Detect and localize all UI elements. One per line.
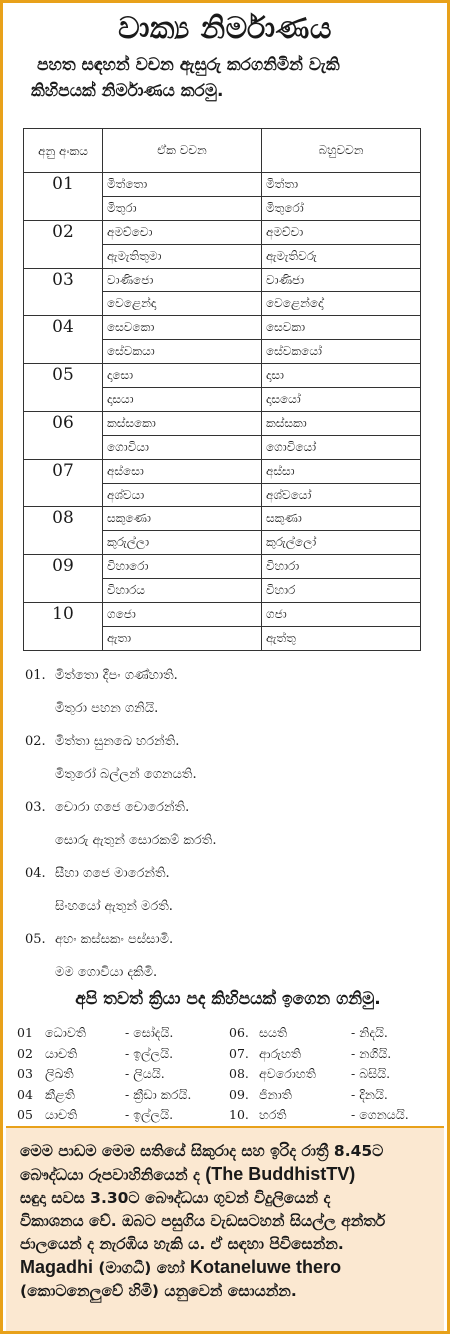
verb-row	[17, 1064, 442, 1085]
plural-word: කස්සකා	[262, 411, 421, 435]
singular-word: වාණිජො	[103, 268, 262, 292]
plural-word: මිත්තා	[262, 173, 421, 197]
sentence-sinhala: මම ගොවියා දකිමි.	[55, 965, 158, 980]
verb-meaning: - බසියි.	[351, 1066, 391, 1081]
sentence-number: 02.	[25, 734, 46, 749]
singular-word: විහාරො	[103, 555, 262, 579]
singular-word: සෙවකො	[103, 316, 262, 340]
note-line	[20, 1256, 434, 1280]
plural-word: ගජා	[262, 603, 421, 627]
singular-word: දාසො	[103, 364, 262, 388]
sentence-pali	[25, 725, 435, 758]
singular-word: අමච්චො	[103, 220, 262, 244]
plural-word: වෙළෙන්දෝ	[262, 292, 421, 316]
row-number: 09	[24, 555, 103, 603]
verb-meaning: - ලියයි.	[125, 1066, 165, 1081]
verb-number: 06.	[229, 1025, 249, 1040]
verb-meaning: - සෝදයි.	[125, 1025, 174, 1040]
sentence-pali-text: මිත්තො දීපං ගණ්හාති.	[55, 668, 178, 683]
verb-list	[17, 1023, 442, 1126]
plural-word: ඇමැතිවරු	[262, 244, 421, 268]
table-row	[24, 364, 421, 388]
singular-word: මිත්තො	[103, 173, 262, 197]
table-row	[24, 603, 421, 627]
verb-number: 09.	[229, 1086, 249, 1102]
table-row	[24, 268, 421, 292]
verb-row	[17, 1044, 442, 1065]
verb-entry	[229, 1105, 441, 1126]
verb-meaning: - නගියි.	[351, 1045, 392, 1061]
row-number: 02	[24, 220, 103, 268]
sentence-pali-text: අහං කස්සකං පස්සාමි.	[55, 932, 174, 947]
singular-word: දාසයා	[103, 388, 262, 412]
singular-word: මිතුරා	[103, 196, 262, 220]
singular-word: අස්සො	[103, 459, 262, 483]
verb-entry	[17, 1105, 229, 1126]
note-line: ජාලයෙන් ද නැරඹිය හැකි ය. ඒ සඳහා පිවිසෙන්න.	[20, 1235, 344, 1253]
broadcast-note	[6, 1126, 444, 1331]
verb-word: හරති	[259, 1107, 287, 1122]
verb-entry	[229, 1023, 441, 1044]
sentence-sinhala: මිතුරා පහන ගනියි.	[55, 701, 159, 716]
table-row	[24, 220, 421, 244]
plural-word: ඇත්තු	[262, 626, 421, 650]
row-number: 04	[24, 316, 103, 364]
plural-word: අශ්වයෝ	[262, 483, 421, 507]
sentence-pali	[25, 791, 435, 824]
verb-meaning: - නිදයි.	[351, 1025, 388, 1040]
plural-word: සේවකයෝ	[262, 340, 421, 364]
sentence-pali-text: සීහා ගජෙ මාරෙන්ති.	[55, 866, 170, 881]
note-tv-name: (The BuddhistTV)	[205, 1164, 356, 1184]
verb-row	[17, 1085, 442, 1106]
verb-word: කීළති	[45, 1086, 75, 1102]
verb-number: 04	[17, 1086, 33, 1102]
table-row	[24, 411, 421, 435]
verb-word: ජිනාති	[259, 1086, 292, 1102]
plural-word: සකුණා	[262, 507, 421, 531]
sentence-sinhala: සිංහයෝ ඇතුන් මරති.	[55, 899, 173, 914]
table-row	[24, 173, 421, 197]
sentence-pali	[25, 923, 435, 956]
singular-word: ඇමැතිතුමා	[103, 244, 262, 268]
word-table	[23, 128, 421, 651]
singular-word: සකුණො	[103, 507, 262, 531]
verb-number: 02	[17, 1045, 33, 1061]
verb-entry	[229, 1044, 441, 1065]
verb-word: ලිඛති	[45, 1066, 74, 1081]
note-line: විකාශනය වේ. ඔබට පසුගිය වැඩසටහන් සියල්ල අන්තර්	[20, 1212, 386, 1230]
plural-word: විහාරා	[262, 555, 421, 579]
example-sentences	[25, 659, 435, 989]
verb-entry	[17, 1085, 229, 1106]
sentence-pali-text: මිත්තා සුනඛෙ හරන්ති.	[55, 734, 180, 749]
verb-row	[17, 1105, 442, 1126]
sentence-pali	[25, 659, 435, 692]
header-number: අනු අංකය	[24, 129, 103, 173]
sentence-number: 04.	[25, 866, 46, 881]
verb-word: යාචති	[45, 1045, 78, 1061]
singular-word: විහාරය	[103, 579, 262, 603]
verb-entry	[229, 1064, 441, 1085]
plural-word: අමච්චා	[262, 220, 421, 244]
plural-word: දාසා	[262, 364, 421, 388]
plural-word: විහාර	[262, 579, 421, 603]
plural-word: සෙවකා	[262, 316, 421, 340]
sentence-pali-text: චොරා ගජෙ චොරෙන්ති.	[55, 800, 190, 815]
verb-number: 07.	[229, 1045, 249, 1061]
singular-word: කුරුල්ලා	[103, 531, 262, 555]
verb-meaning: - ක්‍රීඩා කරයි.	[125, 1086, 192, 1102]
row-number: 05	[24, 364, 103, 412]
verb-entry	[17, 1044, 229, 1065]
verb-meaning: - ගෙනයයි.	[351, 1107, 409, 1122]
singular-word: අශ්වයා	[103, 483, 262, 507]
intro-line-2: කිහිපයක් නිර්මාණය කරමු.	[31, 81, 224, 101]
row-number: 08	[24, 507, 103, 555]
verb-number: 08.	[229, 1066, 249, 1081]
note-text: බෞද්ධයා රූපවාහිනියෙන් ද	[20, 1166, 206, 1184]
row-number: 10	[24, 603, 103, 651]
singular-word: කස්සකො	[103, 411, 262, 435]
note-line	[20, 1163, 434, 1187]
table-row	[24, 555, 421, 579]
row-number: 01	[24, 173, 103, 221]
table-row	[24, 507, 421, 531]
verbs-title: අපි තවත් ක්‍රියා පද කිහිපයක් ඉගෙන ගනිමු.	[75, 989, 381, 1009]
note-search-term: Kotaneluwe thero	[190, 1257, 342, 1277]
verb-word: යාචති	[45, 1107, 78, 1122]
singular-word: ඇතා	[103, 626, 262, 650]
singular-word: ගොවියා	[103, 435, 262, 459]
plural-word: වාණිජා	[262, 268, 421, 292]
note-text: (මාගධී) හෝ	[93, 1259, 191, 1277]
table-row	[24, 459, 421, 483]
intro-line-1: පහත සඳහන් වචන ඇසුරු කරගනිමින් වැකි	[37, 55, 340, 75]
plural-word: ගොවියෝ	[262, 435, 421, 459]
note-line: (කොටනෙලුවේ හිමි) යනුවෙන් සොයන්න.	[20, 1282, 297, 1300]
verb-entry	[229, 1085, 441, 1106]
verb-number: 05	[17, 1107, 33, 1122]
verb-word: ආරුහති	[259, 1045, 301, 1061]
sentence-number: 03.	[25, 800, 46, 815]
note-line: මෙම පාඩම මෙම සතියේ සිකුරාද සහ ඉරිද රාත්‍රී 8.45ට	[20, 1142, 384, 1160]
sentence-pali	[25, 857, 435, 890]
plural-word: කුරුල්ලෝ	[262, 531, 421, 555]
singular-word: ගජො	[103, 603, 262, 627]
table-row	[24, 316, 421, 340]
verb-word: සයති	[259, 1025, 288, 1040]
verb-entry	[17, 1064, 229, 1085]
word-table-body	[24, 173, 421, 651]
intro-text	[3, 46, 447, 104]
verb-meaning: - ඉල්ලයි.	[125, 1107, 174, 1122]
row-number: 03	[24, 268, 103, 316]
sentence-number: 05.	[25, 932, 46, 947]
plural-word: දාසයෝ	[262, 388, 421, 412]
row-number: 06	[24, 411, 103, 459]
note-line: සඳුදා සවස 3.30ට බෞද්ධයා ගුවන් විදුලියෙන් ද	[20, 1189, 331, 1207]
verb-number: 10.	[229, 1107, 249, 1122]
page-title: වාක්‍ය නිර්මාණය	[118, 11, 332, 46]
singular-word: වෙළෙන්දා	[103, 292, 262, 316]
plural-word: අස්සා	[262, 459, 421, 483]
header-plural: බහුවචන	[262, 129, 421, 173]
verb-row	[17, 1023, 442, 1044]
sentence-sinhala: සොරු ඇතුන් සොරකම් කරති.	[55, 833, 217, 848]
singular-word: සේවකයා	[103, 340, 262, 364]
note-search-term: Magadhi	[20, 1257, 94, 1277]
header-singular: ඒක වචන	[103, 129, 262, 173]
verb-meaning: - ඉල්ලයි.	[125, 1045, 174, 1061]
verb-entry	[17, 1023, 229, 1044]
verb-word: ධොවති	[45, 1025, 87, 1040]
sentence-number: 01.	[25, 668, 46, 683]
verb-number: 01	[17, 1025, 33, 1040]
row-number: 07	[24, 459, 103, 507]
verb-number: 03	[17, 1066, 33, 1081]
plural-word: මිතුරෝ	[262, 196, 421, 220]
verb-meaning: - දිනයි.	[351, 1086, 388, 1102]
sentence-sinhala: මිතුරෝ බල්ලන් ගෙනයති.	[55, 767, 197, 782]
verb-word: අවරොහති	[259, 1066, 316, 1081]
